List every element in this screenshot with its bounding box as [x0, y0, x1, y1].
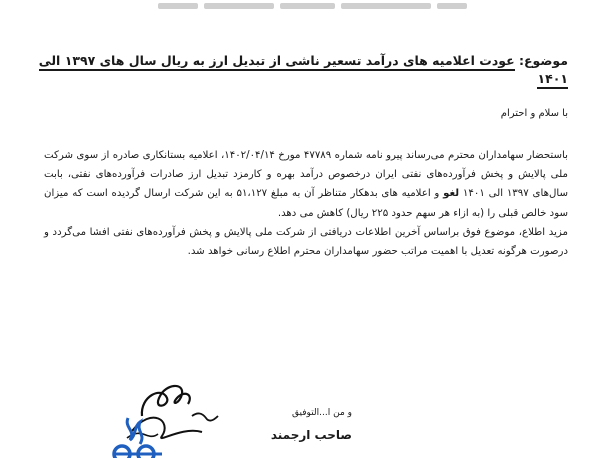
- closing-phrase: و من ا...التوفیق: [292, 408, 352, 418]
- subject-line: [28, 52, 568, 88]
- paragraph-1-part-2: و اعلامیه های بدهکار متناظر آن به مبلغ ۵۱،۱۲۷ به این شرکت ارسال گردیده است که میزان سود خالص قبلی را (به ازاء هر سهم حدود ۲۲۵ ریال) کاهش می دهد.: [44, 188, 568, 219]
- greeting: با سلام و احترام: [500, 108, 568, 119]
- cropped-header-text: [152, 0, 492, 6]
- subject-label: موضوع:: [518, 53, 568, 68]
- company-logo: [106, 414, 166, 458]
- paragraph-1-part-1: باستحضار سهامداران محترم می‌رساند پیرو نامه شماره ۴۷۷۸۹ مورخ ۱۴۰۲/۰۴/۱۴، اعلامیه بستانکاری صادره از سوی شرکت ملی پالایش و پخش فرآورده‌های نفتی ایران درخصوص درآمد بهره و کارمزد تبدیل ارز صادرات فرآورده‌های نفتی، بابت سال‌های ۱۳۹۷ الی ۱۴۰۱: [44, 150, 568, 200]
- paragraph-1: [44, 146, 568, 223]
- subject-text: عودت اعلامیه های درآمد تسعیر ناشی از تبدیل ارز به ریال سال های ۱۳۹۷ الی ۱۴۰۱: [39, 53, 568, 89]
- cancel-emphasis: لغو: [443, 188, 460, 200]
- signer-name: صاحب ارجمند: [270, 428, 352, 442]
- letter-body: [44, 146, 568, 261]
- paragraph-2: مزید اطلاع، موضوع فوق براساس آخرین اطلاعات دریافتی از شرکت ملی پالایش و پخش فرآورده‌های نفتی افشا می‌گردد و درصورت هرگونه تعدیل با اهمیت مراتب حضور سهامداران محترم اطلاع رسانی خواهد شد.: [44, 226, 568, 258]
